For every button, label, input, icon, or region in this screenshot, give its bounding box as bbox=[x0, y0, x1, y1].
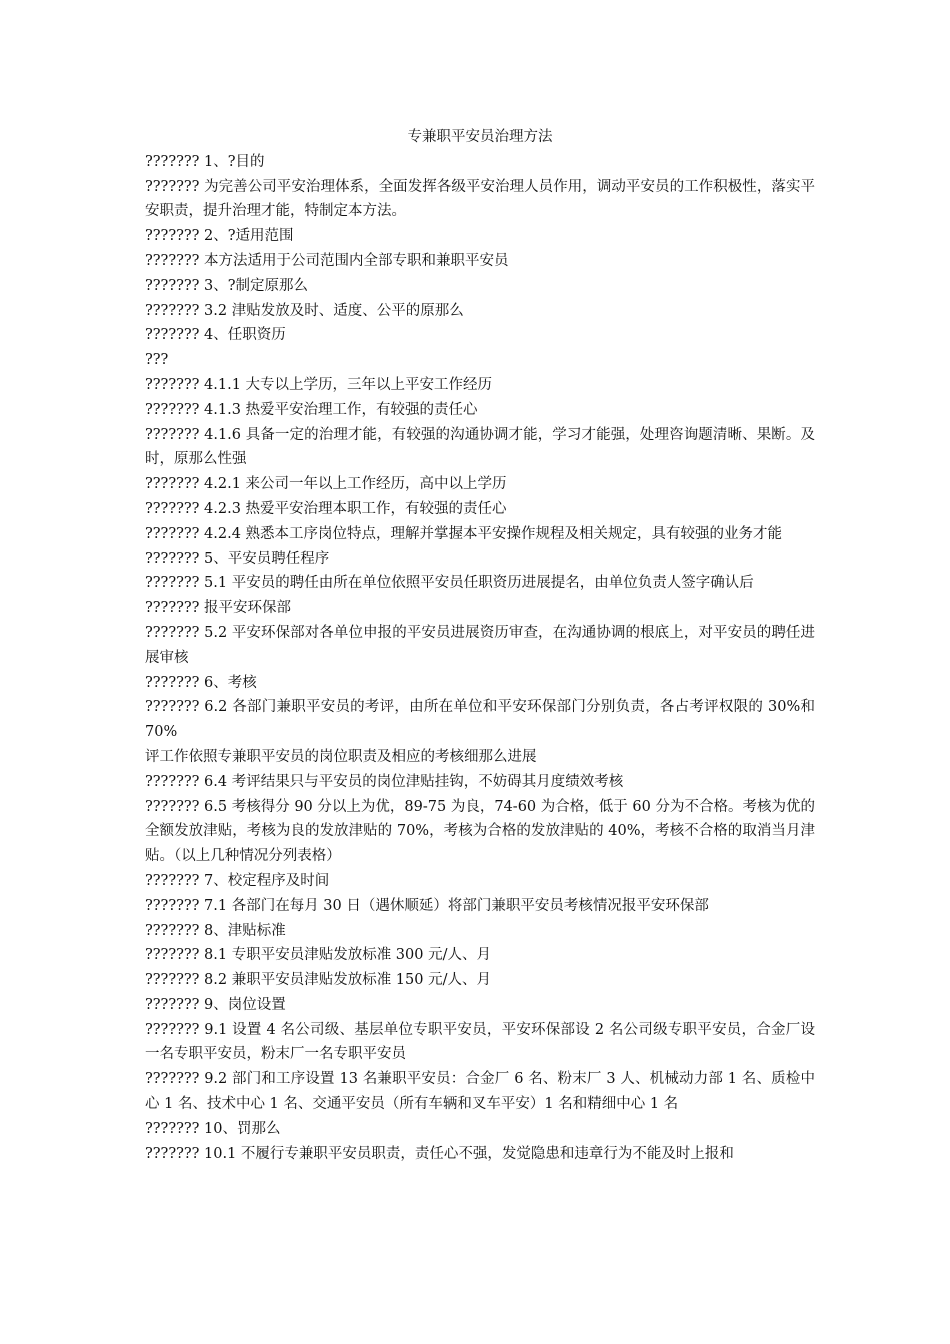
paragraph: ??????? 9.1 设置 4 名公司级、基层单位专职平安员，平安环保部设 2 名公司级专职平安员，合金厂设一名专职平安员，粉末厂一名专职平安员 bbox=[145, 1021, 815, 1063]
paragraph: ??????? 4.1.3 热爱平安治理工作，有较强的责任心 bbox=[145, 401, 478, 418]
paragraph: ??????? 本方法适用于公司范围内全部专职和兼职平安员 bbox=[145, 252, 509, 269]
paragraph: ??????? 7.1 各部门在每月 30 日（遇休顺延）将部门兼职平安员考核情况报平安环保部 bbox=[145, 897, 709, 914]
paragraph: ??????? 2、?适用范围 bbox=[145, 228, 294, 245]
paragraph: ??????? 为完善公司平安治理体系，全面发挥各级平安治理人员作用，调动平安员的工作积极性，落实平安职责，提升治理才能，特制定本方法。 bbox=[145, 178, 815, 220]
paragraph: ??????? 7、校定程序及时间 bbox=[145, 872, 330, 889]
paragraph: ??????? 4、任职资历 bbox=[145, 327, 286, 344]
paragraph: ??????? 3、?制定原那么 bbox=[145, 277, 309, 294]
paragraph: ??????? 8.1 专职平安员津贴发放标准 300 元/人、月 bbox=[145, 947, 491, 964]
paragraph: ??????? 10、罚那么 bbox=[145, 1120, 281, 1137]
paragraph: ??????? 6.2 各部门兼职平安员的考评，由所在单位和平安环保部门分别负责，各占考评权限的 30%和 70% bbox=[145, 699, 815, 741]
paragraph: ??????? 3.2 津贴发放及时、适度、公平的原那么 bbox=[145, 302, 464, 319]
paragraph: ??????? 5.2 平安环保部对各单位申报的平安员进展资历审查，在沟通协调的根底上，对平安员的聘任进展审核 bbox=[145, 624, 815, 666]
paragraph: ??????? 报平安环保部 bbox=[145, 600, 292, 617]
paragraph: ??????? 6.5 考核得分 90 分以上为优，89-75 为良，74-60 为合格，低于 60 分为不合格。考核为优的全额发放津贴，考核为良的发放津贴的 70%，考核为合格的发放津贴的 40%，考核不合格的取消当月津贴。（以上几种情况分列表格） bbox=[145, 798, 815, 865]
paragraph: ??????? 6、考核 bbox=[145, 674, 257, 691]
paragraph: ??????? 4.2.3 热爱平安治理本职工作，有较强的责任心 bbox=[145, 500, 507, 517]
paragraph: ??????? 4.1.6 具备一定的治理才能，有较强的沟通协调才能，学习才能强，处理咨询题清晰、果断。及时，原那么性强 bbox=[145, 426, 815, 468]
document-title: 专兼职平安员治理方法 bbox=[407, 129, 553, 145]
paragraph: ??? bbox=[145, 352, 169, 369]
paragraph: ??????? 9.2 部门和工序设置 13 名兼职平安员：合金厂 6 名、粉末厂 3 人、机械动力部 1 名、质检中心 1 名、技术中心 1 名、交通平安员（所有车辆和叉车平安）1 名和精细中心 1 名 bbox=[145, 1071, 815, 1113]
paragraph: ??????? 4.2.1 来公司一年以上工作经历，高中以上学历 bbox=[145, 476, 507, 493]
paragraph: ??????? 9、岗位设置 bbox=[145, 996, 286, 1013]
paragraph: ??????? 4.2.4 熟悉本工序岗位特点，理解并掌握本平安操作规程及相关规定，具有较强的业务才能 bbox=[145, 525, 783, 542]
paragraph: ??????? 8、津贴标准 bbox=[145, 922, 286, 939]
paragraph: ??????? 1、?目的 bbox=[145, 153, 265, 170]
paragraph: ??????? 8.2 兼职平安员津贴发放标准 150 元/人、月 bbox=[145, 972, 491, 989]
paragraph: ??????? 4.1.1 大专以上学历，三年以上平安工作经历 bbox=[145, 376, 493, 393]
paragraph: ??????? 5.1 平安员的聘任由所在单位依照平安员任职资历进展提名，由单位负责人签字确认后 bbox=[145, 575, 754, 592]
paragraph: ??????? 6.4 考评结果只与平安员的岗位津贴挂钩，不妨碍其月度绩效考核 bbox=[145, 773, 624, 790]
paragraph: ??????? 5、平安员聘任程序 bbox=[145, 550, 330, 567]
paragraph: ??????? 10.1 不履行专兼职平安员职责，责任心不强，发觉隐患和违章行为不能及时上报和 bbox=[145, 1145, 734, 1162]
document-page bbox=[145, 125, 815, 1166]
paragraph: 评工作依照专兼职平安员的岗位职责及相应的考核细那么进展 bbox=[145, 748, 537, 765]
